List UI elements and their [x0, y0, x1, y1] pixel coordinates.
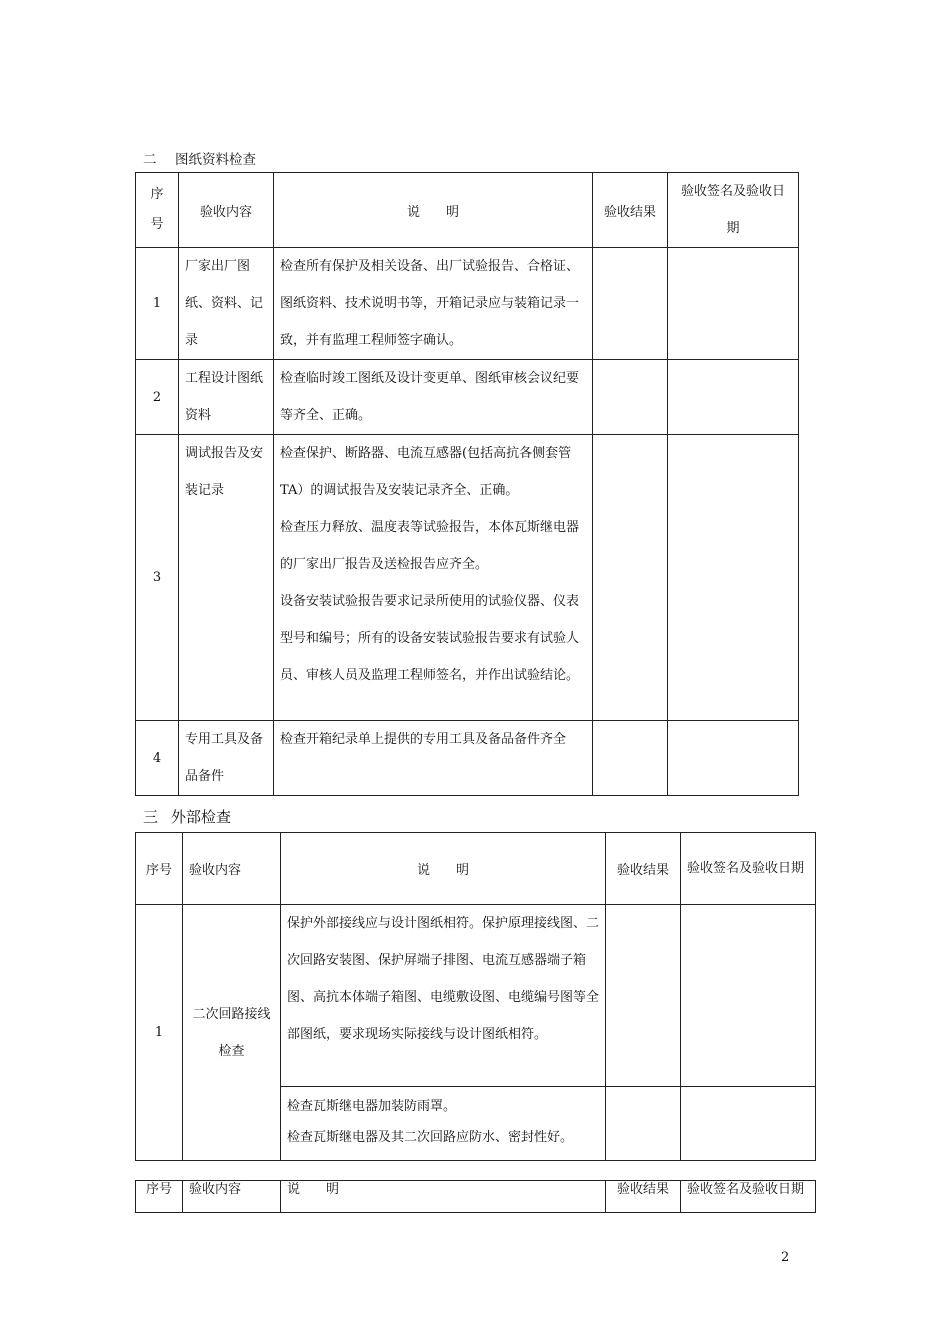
- header-sign: 验收签名及验收日期: [681, 1181, 816, 1213]
- row-sign: [681, 905, 816, 1087]
- table-header-row: [136, 173, 799, 248]
- header-result: 验收结果: [606, 833, 681, 905]
- row-desc: [274, 435, 593, 721]
- row-content: 工程设计图纸资料: [179, 360, 274, 435]
- header-content: 验收内容: [179, 173, 274, 248]
- row-seq: 4: [136, 721, 179, 796]
- page-number: 2: [781, 1250, 790, 1265]
- row-content: 厂家出厂图纸、资料、记录: [179, 248, 274, 360]
- row-result: [606, 905, 681, 1087]
- drawings-check-table: [135, 172, 799, 796]
- row-sign: [668, 435, 799, 721]
- section-2-title-text: 图纸资料检查: [175, 152, 256, 168]
- row-desc: 保护外部接线应与设计图纸相符。保护原理接线图、二次回路安装图、保护屏端子排图、电流互感器端子箱图、高抗本体端子箱图、电缆敷设图、电缆编号图等全部图纸，要求现场实际接线与设计图纸相符。: [281, 905, 606, 1087]
- row-desc: 检查开箱纪录单上提供的专用工具及备品备件齐全: [274, 721, 593, 796]
- row-seq: 2: [136, 360, 179, 435]
- continuation-header-table: [135, 1180, 816, 1213]
- section-3-number: 三: [143, 808, 159, 826]
- section-2-number: 二: [143, 152, 157, 168]
- table-header-row: [136, 833, 816, 905]
- row-sign: [668, 248, 799, 360]
- header-content: 验收内容: [183, 833, 281, 905]
- header-result: 验收结果: [593, 173, 668, 248]
- external-check-table: [135, 832, 816, 1161]
- row-sign: [668, 721, 799, 796]
- header-sign: 验收签名及验收日期: [681, 833, 816, 905]
- row-result: [606, 1087, 681, 1161]
- row-result: [593, 721, 668, 796]
- desc-paragraph: 检查压力释放、温度表等试验报告，本体瓦斯继电器的厂家出厂报告及送检报告应齐全。: [280, 520, 580, 572]
- header-desc: 说 明: [281, 1181, 606, 1213]
- row-result: [593, 360, 668, 435]
- row-content: 二次回路接线检查: [183, 905, 281, 1161]
- row-seq: 1: [136, 248, 179, 360]
- section-2-title: [143, 148, 256, 168]
- row-result: [593, 435, 668, 721]
- header-sign: 验收签名及验收日期: [668, 173, 799, 248]
- section-3-title: [143, 806, 231, 827]
- header-seq: 序号: [136, 833, 183, 905]
- table-row: [136, 360, 799, 435]
- table-row: [136, 435, 799, 721]
- header-desc: 说 明: [281, 833, 606, 905]
- row-seq: 1: [136, 905, 183, 1161]
- row-desc: [281, 1087, 606, 1161]
- header-desc: 说 明: [274, 173, 593, 248]
- desc-paragraph: 设备安装试验报告要求记录所使用的试验仪器、仪表型号和编号；所有的设备安装试验报告要求有试验人员、审核人员及监理工程师签名，并作出试验结论。: [280, 594, 580, 683]
- row-desc: 检查临时竣工图纸及设计变更单、图纸审核会议纪要等齐全、正确。: [274, 360, 593, 435]
- row-result: [593, 248, 668, 360]
- table-row: [136, 721, 799, 796]
- header-seq: 序号: [136, 173, 179, 248]
- section-3-title-text: 外部检查: [171, 808, 232, 826]
- header-content: 验收内容: [183, 1181, 281, 1213]
- header-result: 验收结果: [606, 1181, 681, 1213]
- row-seq: 3: [136, 435, 179, 721]
- desc-paragraph: 检查保护、断路器、电流互感器(包括高抗各侧套管TA）的调试报告及安装记录齐全、正确。: [280, 446, 572, 498]
- table-row: [136, 248, 799, 360]
- desc-paragraph: 检查瓦斯继电器加装防雨罩。: [287, 1099, 457, 1114]
- row-desc: 检查所有保护及相关设备、出厂试验报告、合格证、图纸资料、技术说明书等，开箱记录应与装箱记录一致，并有监理工程师签字确认。: [274, 248, 593, 360]
- row-content: 调试报告及安装记录: [179, 435, 274, 721]
- row-content: 专用工具及备品备件: [179, 721, 274, 796]
- row-sign: [681, 1087, 816, 1161]
- table-header-row: [136, 1181, 816, 1213]
- table-row: [136, 905, 816, 1087]
- desc-paragraph: 检查瓦斯继电器及其二次回路应防水、密封性好。: [287, 1130, 574, 1145]
- header-seq: 序号: [136, 1181, 183, 1213]
- row-sign: [668, 360, 799, 435]
